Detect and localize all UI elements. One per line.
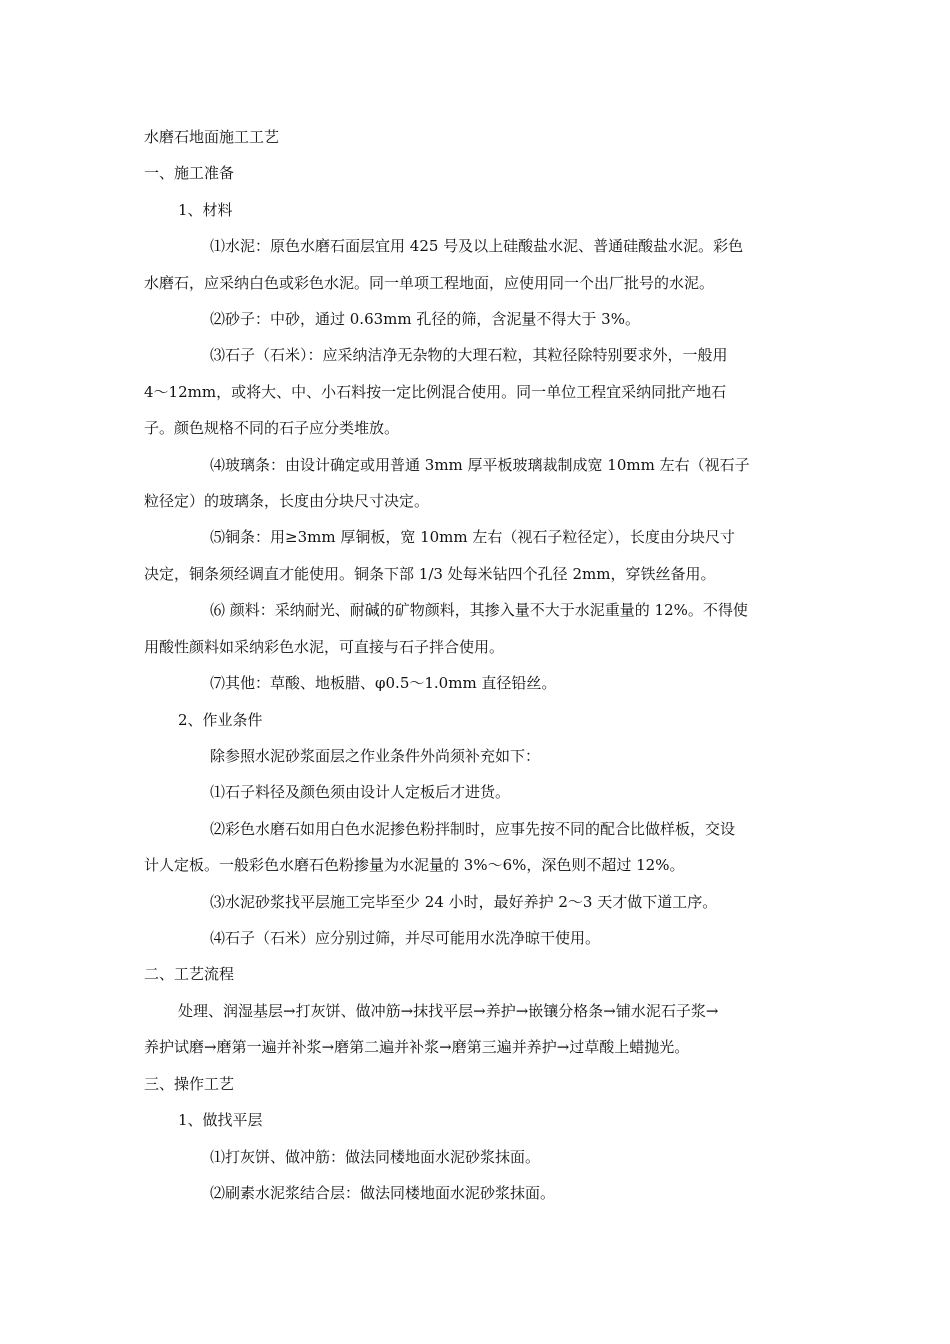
paragraph-line: ⑵砂子：中砂，通过 0.63mm 孔径的筛，含泥量不得大于 3%。 xyxy=(210,310,640,328)
paragraph-line: 水磨石，应采纳白色或彩色水泥。同一单项工程地面，应使用同一个出厂批号的水泥。 xyxy=(144,274,715,292)
paragraph-line: ⑹ 颜料：采纳耐光、耐碱的矿物颜料，其掺入量不大于水泥重量的 12%。不得使 xyxy=(210,601,748,619)
paragraph-line: ⑴石子料径及颜色须由设计人定板后才进货。 xyxy=(210,783,511,801)
paragraph-line: ⑶水泥砂浆找平层施工完毕至少 24 小时，最好养护 2～3 天才做下道工序。 xyxy=(210,893,718,911)
section-heading: 二、工艺流程 xyxy=(144,965,235,983)
subsection-heading: 1、材料 xyxy=(178,201,233,219)
paragraph-line: ⑸铜条：用≥3mm 厚铜板，宽 10mm 左右（视石子粒径定），长度由分块尺寸 xyxy=(210,528,735,546)
section-heading: 三、操作工艺 xyxy=(144,1075,235,1093)
paragraph-line: 除参照水泥砂浆面层之作业条件外尚须补充如下： xyxy=(210,747,541,765)
paragraph-line: 决定，铜条须经调直才能使用。铜条下部 1/3 处每米钻四个孔径 2mm，穿铁丝备用。 xyxy=(144,565,716,583)
paragraph-line: 用酸性颜料如采纳彩色水泥，可直接与石子拌合使用。 xyxy=(144,638,505,656)
paragraph-line: ⑷玻璃条：由设计确定或用普通 3mm 厚平板玻璃裁制成宽 10mm 左右（视石子 xyxy=(210,456,750,474)
paragraph-line: 4～12mm，或将大、中、小石料按一定比例混合使用。同一单位工程宜采纳同批产地石 xyxy=(144,383,727,401)
paragraph-line: 粒径定）的玻璃条，长度由分块尺寸决定。 xyxy=(144,492,430,510)
paragraph-line: 计人定板。一般彩色水磨石色粉掺量为水泥量的 3%～6%，深色则不超过 12%。 xyxy=(144,856,685,874)
subsection-heading: 1、做找平层 xyxy=(178,1111,263,1129)
paragraph-line: ⑷石子（石米）应分别过筛，并尽可能用水洗净晾干使用。 xyxy=(210,929,601,947)
paragraph-line: ⑵彩色水磨石如用白色水泥掺色粉拌制时，应事先按不同的配合比做样板，交设 xyxy=(210,820,736,838)
section-heading: 一、施工准备 xyxy=(144,164,235,182)
subsection-heading: 2、作业条件 xyxy=(178,711,263,729)
paragraph-line: ⑵刷素水泥浆结合层：做法同楼地面水泥砂浆抹面。 xyxy=(210,1184,556,1202)
paragraph-line: ⑴水泥：原色水磨石面层宜用 425 号及以上硅酸盐水泥、普通硅酸盐水泥。彩色 xyxy=(210,237,744,255)
paragraph-line: ⑺其他：草酸、地板腊、φ0.5～1.0mm 直径铅丝。 xyxy=(210,674,557,692)
paragraph-line: 子。颜色规格不同的石子应分类堆放。 xyxy=(144,419,400,437)
paragraph-line: ⑶石子（石米）：应采纳洁净无杂物的大理石粒，其粒径除特别要求外，一般用 xyxy=(210,346,728,364)
paragraph-line: ⑴打灰饼、做冲筋：做法同楼地面水泥砂浆抹面。 xyxy=(210,1148,541,1166)
paragraph-line: 处理、润湿基层→打灰饼、做冲筋→抹找平层→养护→嵌镶分格条→铺水泥石子浆→ xyxy=(178,1002,719,1020)
paragraph-line: 养护试磨→磨第一遍并补浆→磨第二遍并补浆→磨第三遍并养护→过草酸上蜡抛光。 xyxy=(144,1038,690,1056)
document-title: 水磨石地面施工工艺 xyxy=(144,128,280,146)
